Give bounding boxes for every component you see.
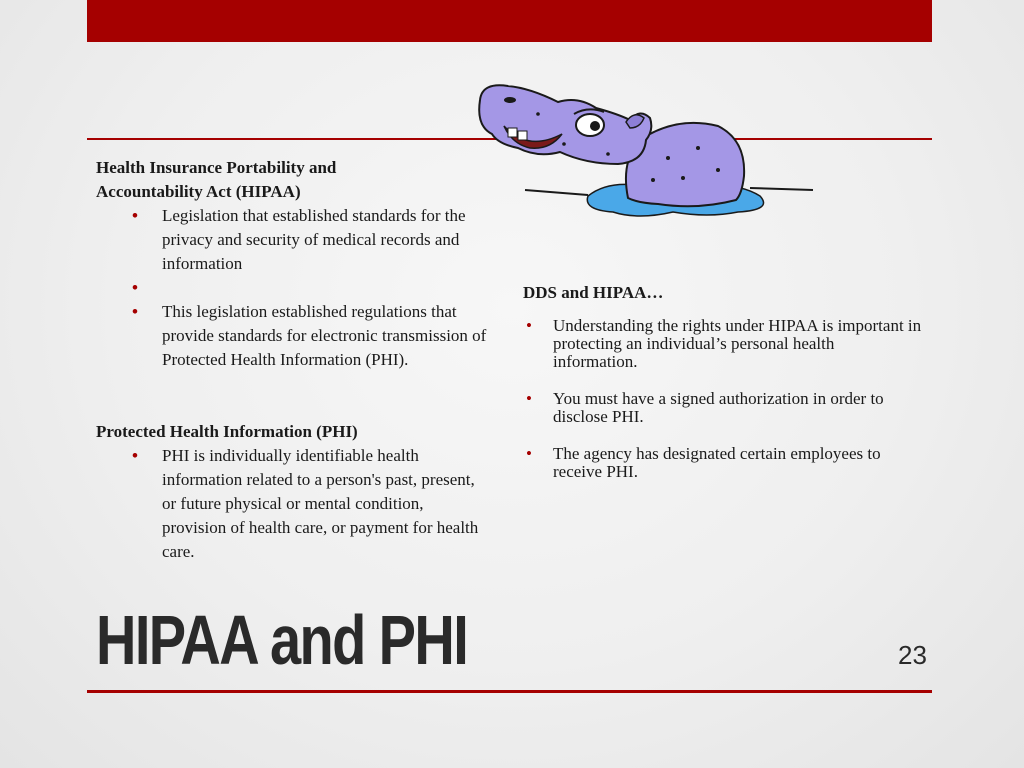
- slide-number: 23: [898, 640, 927, 670]
- spacer: [162, 276, 491, 300]
- hipaa-section-title: [96, 156, 491, 204]
- slide-title: HIPAA and PHI: [96, 601, 468, 679]
- phi-section-title: Protected Health Information (PHI): [96, 422, 358, 441]
- hipaa-title-line1: Health Insurance Portability and: [96, 158, 337, 177]
- list-item: • This legislation established regulations that provide standards for electronic transmission of Protected Health Information (PHI).: [162, 300, 491, 372]
- bottom-divider: [87, 690, 932, 693]
- phi-bullet-list: [96, 444, 491, 564]
- spacer: [96, 372, 491, 420]
- hippo-icon: [468, 78, 818, 223]
- top-accent-bar: [87, 0, 932, 42]
- list-item: • Understanding the rights under HIPAA is important in protecting an individual’s personal health information.: [553, 317, 923, 371]
- hipaa-bullet-list: [96, 204, 491, 372]
- right-column: [523, 283, 923, 500]
- list-item: • You must have a signed authorization in order to disclose PHI.: [553, 390, 923, 426]
- dds-bullet-list: [523, 317, 923, 481]
- hipaa-title-line2: Accountability Act (HIPAA): [96, 182, 301, 201]
- list-item: • PHI is individually identifiable health information related to a person's past, present, or future physical or mental condition, provision of health care, or payment for health care.: [162, 444, 491, 564]
- list-item: • Legislation that established standards for the privacy and security of medical records and information: [162, 204, 491, 276]
- list-item: • The agency has designated certain employees to receive PHI.: [553, 445, 923, 481]
- dds-section-title: DDS and HIPAA…: [523, 283, 664, 302]
- left-column: [96, 156, 491, 564]
